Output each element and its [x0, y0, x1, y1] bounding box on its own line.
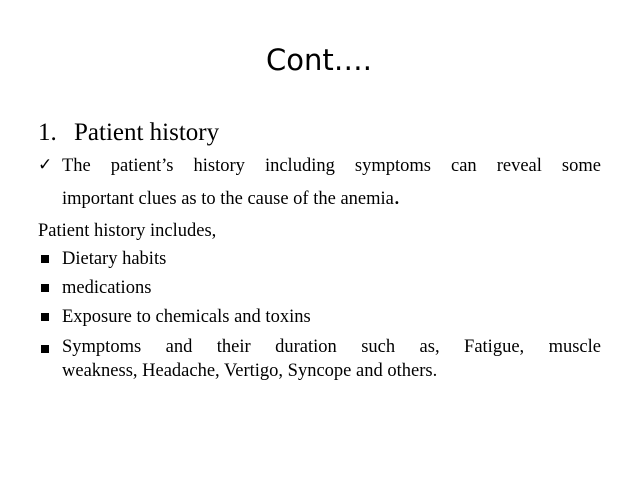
- square-bullet-icon: [41, 255, 49, 263]
- bullet-item-exposure: [38, 303, 601, 332]
- heading-number: 1.: [38, 119, 57, 146]
- bullet-text: Exposure to chemicals and toxins: [62, 307, 311, 327]
- square-bullet-icon: [41, 345, 49, 353]
- slide-body: [38, 116, 601, 383]
- square-bullet-icon: [41, 313, 49, 321]
- bullet-item-medications: [38, 274, 601, 303]
- square-bullet-icon: [41, 284, 49, 292]
- bullet-text-line-1: Symptoms and their duration such as, Fatigue, muscle: [62, 337, 601, 357]
- check-item-line-1: The patient’s history including symptoms can reveal some: [62, 156, 601, 176]
- bullet-text-line-2: weakness, Headache, Vertigo, Syncope and others.: [62, 361, 438, 381]
- check-item-line-2-text: important clues as to the cause of the anemia: [62, 189, 394, 209]
- bullet-text: Dietary habits: [62, 249, 167, 269]
- bullet-list: [38, 245, 601, 383]
- check-item-period: .: [393, 184, 400, 210]
- bullet-item-dietary-habits: [38, 245, 601, 274]
- check-item-line-2: [62, 180, 601, 216]
- bullet-text: medications: [62, 278, 152, 298]
- checkmark-icon: ✓: [38, 155, 53, 175]
- slide-title: Cont….: [266, 43, 372, 77]
- bullet-item-symptoms: [38, 332, 601, 383]
- section-heading: [38, 116, 601, 150]
- check-list-item: [38, 152, 601, 216]
- plain-text: Patient history includes,: [38, 221, 217, 241]
- heading-text: Patient history: [74, 119, 220, 146]
